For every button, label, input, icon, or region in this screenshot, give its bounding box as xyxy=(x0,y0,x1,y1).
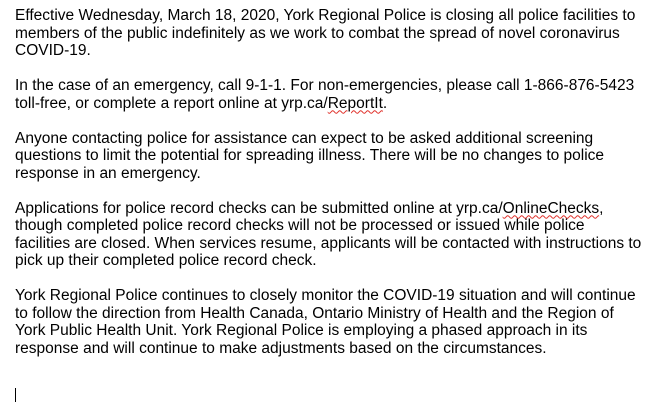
paragraph-monitoring: York Regional Police continues to closely monitor the COVID-19 situation and will continue to follow the direction from Health Canada, Ontario Ministry of Health and the Region of York Public Health Unit. York Regional Police is employing a phased approach in its response and will continue to make adjustments based on the circumstances. xyxy=(15,287,636,357)
record-checks-trailing: , though completed police record checks will not be processed or issued while police facilities are closed. When services resume, applicants will be contacted with instructions to pick up their completed police record check. xyxy=(15,199,642,269)
paragraph-closure-notice: Effective Wednesday, March 18, 2020, York Regional Police is closing all police facilities to members of the public indefinitely as we work to combat the spread of novel coronavirus COVID-19. xyxy=(15,7,636,59)
document-body[interactable] xyxy=(15,7,643,375)
text-cursor xyxy=(15,388,16,402)
paragraph-record-checks xyxy=(15,200,643,270)
misspelled-word-onlinechecks[interactable]: OnlineChecks xyxy=(502,199,600,217)
emergency-contact-text: In the case of an emergency, call 9-1-1. For non-emergencies, please call 1-866-876-5423 toll-free, or complete a report online at yrp.ca/ xyxy=(15,77,635,112)
emergency-contact-trailing: . xyxy=(382,94,388,112)
paragraph-screening-questions: Anyone contacting police for assistance can expect to be asked additional screening questions to limit the potential for spreading illness. There will be no changes to police response in an emergency. xyxy=(15,129,605,182)
paragraph-emergency-contact xyxy=(15,77,643,112)
record-checks-text: Applications for police record checks can be submitted online at yrp.ca/ xyxy=(15,199,503,217)
misspelled-word-reportit[interactable]: ReportIt xyxy=(327,94,383,112)
